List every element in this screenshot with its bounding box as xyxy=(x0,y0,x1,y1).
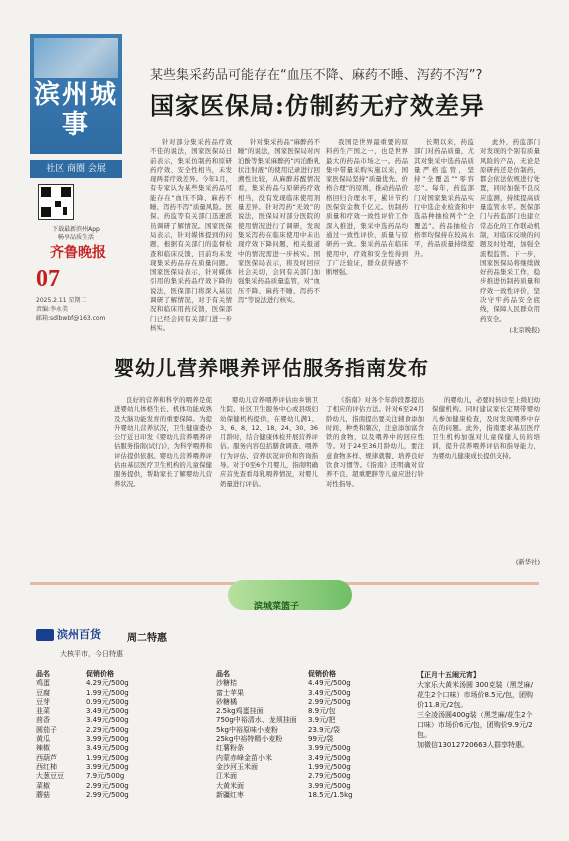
item-name: 菜椒 xyxy=(36,781,50,790)
item-name: 韭菜 xyxy=(36,707,50,716)
item-name: 2.5kg鸡蛋挂面 xyxy=(216,707,264,716)
item-name: 新疆红枣 xyxy=(216,790,244,799)
item-price: 3.99元/500g xyxy=(308,744,351,753)
section-brand: 滨州城事 xyxy=(33,80,118,140)
article2-column xyxy=(326,396,424,568)
item-name: 内蒙赤峰金苗小米 xyxy=(216,753,272,762)
table-row xyxy=(36,726,156,735)
table-row xyxy=(36,791,156,800)
table-row xyxy=(36,735,156,744)
item-name: 富士苹果 xyxy=(216,688,244,697)
table-row xyxy=(216,782,378,791)
item-price: 2.79元/500g xyxy=(308,772,351,781)
article-paragraph: 此外，药监部门对发现的个别有质量风险的产品，无论是原研药还是仿制药，都会依法依规进行处置，同时加强不良反应监测，持续提高质量监管水平。医保部门与药监部门也建立常态化的工作联动机制，对临床反映的问题及时处理，加强全流程监管。下一步，国家医保局将继续做好药品集采工作，稳步推进仿制药质量和疗效一致性评价，坚决守牢药品安全底线，保障人民群众用药安全。 xyxy=(480,138,540,323)
article2-source: (新华社) xyxy=(515,558,540,566)
item-price: 2.99元/500g xyxy=(308,697,351,706)
table-row xyxy=(216,689,378,698)
header-name: 品名 xyxy=(216,670,230,678)
article2-paragraph: 良好的营养和科学的喂养是促进婴幼儿体格生长、机体功能成熟及大脑功能发育的重要保障。为提升婴幼儿营养状况，卫生健康委办公厅近日印发《婴幼儿营养喂养评估服务指南(试行)》，为科学喂养和评估提供依据。婴幼儿营养喂养评估由基层医疗卫生机构的儿童保健服务提供，帮助家长了解婴幼儿营养状况。 xyxy=(114,396,212,488)
price-table-2 xyxy=(216,670,378,800)
item-name: 蘑菇 xyxy=(36,790,50,799)
item-price: 4.29元/500g xyxy=(86,679,129,688)
item-price: 3.49元/500g xyxy=(86,707,129,716)
item-price: 18.5元/1.5kg xyxy=(308,790,353,799)
item-name: 黄瓜 xyxy=(36,735,50,744)
article2-paragraph: 婴幼儿营养喂养评估由乡镇卫生院、社区卫生服务中心或县级妇幼保健机构提供，在婴幼儿满1、3、6、8、12、18、24、30、36月龄时，结合健康体检开展营养评估。服务内容包括膳食调查、喂养行为评估、营养状况评价和咨询指导。对于0至6个月婴儿，指南明确应首先查看母乳喂养情况，对婴儿奶量进行评估。 xyxy=(220,396,318,488)
table-row xyxy=(36,782,156,791)
item-name: 圆茄子 xyxy=(36,725,57,734)
item-price: 3.49元/500g xyxy=(308,753,351,762)
table-row xyxy=(36,689,156,698)
email-line: 邮箱:sdlbwbf@163.com xyxy=(36,315,106,322)
shop-logo xyxy=(36,626,101,642)
item-name: 大黄米面 xyxy=(216,781,244,790)
table-header xyxy=(216,670,378,679)
table-row xyxy=(36,763,156,772)
page-number: 07 xyxy=(36,266,60,292)
article-column xyxy=(238,138,320,338)
table-row xyxy=(36,716,156,725)
market-banner-label: 滨城菜篮子 xyxy=(254,602,300,612)
item-name: 西红柿 xyxy=(36,762,57,771)
article2-column xyxy=(220,396,318,568)
table-body xyxy=(216,679,378,800)
table-row xyxy=(36,744,156,753)
item-price: 3.49元/500g xyxy=(86,744,129,753)
article2-column xyxy=(114,396,212,568)
date-line: 2025.2.11 星期二 xyxy=(36,297,87,304)
masthead-illustration xyxy=(34,38,118,78)
item-name: 江米面 xyxy=(216,772,237,781)
table-row xyxy=(216,735,378,744)
item-price: 3.99元/500g xyxy=(308,781,351,790)
item-price: 8.9元/包 xyxy=(308,707,336,716)
article-paragraph: 我国是世界最重要的原料药生产国之一，也是世界最大的药品市场之一。药品集中带量采购实施以来，国家医保局坚持“质量优先、价格合理”的原则，推动药品价格回归合理水平，累计节约医保资金数千亿元。仿制药质量和疗效一致性评价工作深入推进，集采中选药品均通过一致性评价，质量与原研药一致。集采药品在临床使用中，疗效和安全性得到了广泛验证，群众获得感不断增强。 xyxy=(326,138,408,277)
promo-title: 周二特惠 xyxy=(127,633,167,644)
item-name: 豆腐 xyxy=(36,688,50,697)
item-name: 5kg中裕原味小麦粉 xyxy=(216,725,278,734)
item-price: 2.29元/500g xyxy=(86,725,129,734)
item-name: 沙糖桔 xyxy=(216,679,237,688)
table-row xyxy=(36,754,156,763)
newspaper-logo: 齐鲁晚报 xyxy=(50,245,106,261)
price-table-1 xyxy=(36,670,156,800)
article-paragraph: 长期以来，药监部门对药品质量，尤其对集采中选药品质量严格监管，坚持“全覆盖”“零容忍”。每年，药监部门对国家集采药品实行中选企业检查和中选品种抽检两个“全覆盖”。药品抽检合格率均保持在较高水平，药品质量持续提升。 xyxy=(414,138,474,258)
item-price: 23.9元/袋 xyxy=(308,725,340,734)
shop-name: 滨州百货 xyxy=(57,628,101,641)
article-column xyxy=(326,138,408,338)
item-name: 砂糖橘 xyxy=(216,697,237,706)
article-column xyxy=(414,138,474,338)
article2-paragraph: 《指南》对各个年龄段都提出了相应的评估方法。针对6至24月龄幼儿，指南提出要关注辅食添加时间、种类和频次，注意添加富含铁的食物，以及喂养中的回应性等。对于24至36月龄幼儿，要注意食物多样、规律就餐、培养良好饮食习惯等。《指南》还明确对营养不良、超重肥胖等儿童应进行针对性指导。 xyxy=(326,396,424,488)
item-name: 豆芽 xyxy=(36,697,50,706)
article-kicker: 某些集采药品可能存在“血压不降、麻药不睡、泻药不泻”? xyxy=(150,68,483,83)
item-price: 3.49元/500g xyxy=(86,716,129,725)
item-price: 3.9元/把 xyxy=(308,716,336,725)
item-price: 4.49元/500g xyxy=(308,679,351,688)
article-paragraph: 针对集采药品“麻醉药不睡”的说法，国家医保局对丙泊酚等集采麻醉药“丙泊酚乳状注射液”的使用记录进行回溯性比较，从麻醉苏醒情况看，集采药品与原研药疗效相当，没有发现临床使用剂量差异。针对泻药“无效”的说法，医保局对部分医院的使用情况进行了调研，发现集采泻药在临床使用中未出现疗效下降问题，相关报道中的情况需进一步核实。国家医保局表示，将及时回应社会关切，会同有关部门加强集采药品质量监管，对“血压不降、麻药不睡、泻药不泻”等说法进行核实。 xyxy=(238,138,320,305)
article-column xyxy=(150,138,232,338)
article-source: (北京晚报) xyxy=(509,326,540,334)
table-row xyxy=(216,726,378,735)
table-row xyxy=(36,772,156,781)
table-row xyxy=(216,744,378,753)
item-price: 2.99元/500g xyxy=(86,781,129,790)
article-headline: 国家医保局:仿制药无疗效差异 xyxy=(150,91,485,120)
table-body xyxy=(36,679,156,800)
qr-code[interactable] xyxy=(38,184,74,220)
table-row xyxy=(216,763,378,772)
table-row xyxy=(36,707,156,716)
table-row xyxy=(216,679,378,688)
shop-logo-icon xyxy=(36,629,54,641)
table-header xyxy=(36,670,156,679)
article2-headline: 婴幼儿营养喂养评估服务指南发布 xyxy=(114,356,429,380)
table-row xyxy=(216,716,378,725)
section-tagline: 社区 商圈 会展 xyxy=(30,160,122,178)
item-price: 1.99元/500g xyxy=(86,688,129,697)
qr-caption-secondary: 畅享品质生活 xyxy=(57,234,94,241)
item-name: 辣椒 xyxy=(36,744,50,753)
item-name: 750g中裕清水、龙须挂面 xyxy=(216,716,297,725)
masthead-sidebar xyxy=(30,34,122,340)
item-name: 红薯粉条 xyxy=(216,744,244,753)
item-name: 鸡蛋 xyxy=(36,679,50,688)
item-price: 7.9元/500g xyxy=(86,772,125,781)
ad-line: 三全凌汤圆400g装（黑芝麻/花生2个口味）市场价6元/包，团购价9.9元/2包。 xyxy=(417,711,533,739)
item-name: 大葱豆豆 xyxy=(36,772,64,781)
item-price: 3.49元/500g xyxy=(308,688,351,697)
item-price: 2.99元/500g xyxy=(86,790,129,799)
item-price: 1.99元/500g xyxy=(86,753,129,762)
item-price: 1.99元/500g xyxy=(308,762,351,771)
item-name: 西葫芦 xyxy=(36,753,57,762)
table-row xyxy=(216,698,378,707)
masthead-panel xyxy=(30,34,122,154)
dateline xyxy=(36,296,126,323)
ad-title: 【正月十五闹元宵】 xyxy=(417,671,480,679)
article2-paragraph: 的婴幼儿，必要时转诊至上级妇幼保健机构。同时建议家长定期带婴幼儿参加健康检查，及时发现喂养中存在的问题。此外，指南要求基层医疗卫生机构加强对儿童保健人员的培训，提升营养喂养评估和指导能力，为婴幼儿健康成长提供支持。 xyxy=(432,396,540,460)
table-row xyxy=(36,698,156,707)
table-row xyxy=(36,679,156,688)
promo-subtitle: 大核平市，今日特惠 xyxy=(60,650,123,658)
article-column xyxy=(480,138,540,326)
editor-line: 责编:李永美 xyxy=(36,306,69,313)
promo-ad xyxy=(417,670,539,782)
qr-caption: 下载最新滨州App xyxy=(52,226,100,233)
item-price: 3.99元/500g xyxy=(86,762,129,771)
table-row xyxy=(216,754,378,763)
table-row xyxy=(216,772,378,781)
ad-line: 加微信13012720663人群享特惠。 xyxy=(417,741,529,749)
table-row xyxy=(216,791,378,800)
ad-line: 大家乐大黄米汤圆 300克装（黑芝麻/花生2个口味）市场价8.5元/包，团购价11.8元/2包。 xyxy=(417,681,533,709)
item-price: 99元/袋 xyxy=(308,735,334,744)
article2-column xyxy=(432,396,540,556)
item-price: 3.99元/500g xyxy=(86,735,129,744)
header-name: 品名 xyxy=(36,670,50,678)
item-name: 25kg中裕特精小麦粉 xyxy=(216,735,283,744)
item-name: 金沙河玉米面 xyxy=(216,762,258,771)
item-price: 0.99元/500g xyxy=(86,697,129,706)
item-name: 茴香 xyxy=(36,716,50,725)
header-price: 促销价格 xyxy=(86,670,114,678)
header-price: 促销价格 xyxy=(308,670,336,678)
article-paragraph: 针对部分集采药品疗效不佳的说法，国家医保局日前表示，集采仿制药和原研药疗效、安全性相当，未发现两者疗效差异。今年1月，有专家认为某些集采药品可能存在“血压不降、麻药不睡、泻药不泻”质量风险。医保、药监等有关部门迅速派员调研了解情况。国家医保局表示，针对媒体提到的问题，根据有关部门的监督检查和临床反馈，目前均未发现集采药品存在质量问题。国家医保局表示，针对媒体引用的集采药品疗效下降的说法，医保部门将深入基层调研了解情况，对于有关情况和临床用药反馈，医保部门已经会同有关部门进一步核实。 xyxy=(150,138,232,332)
